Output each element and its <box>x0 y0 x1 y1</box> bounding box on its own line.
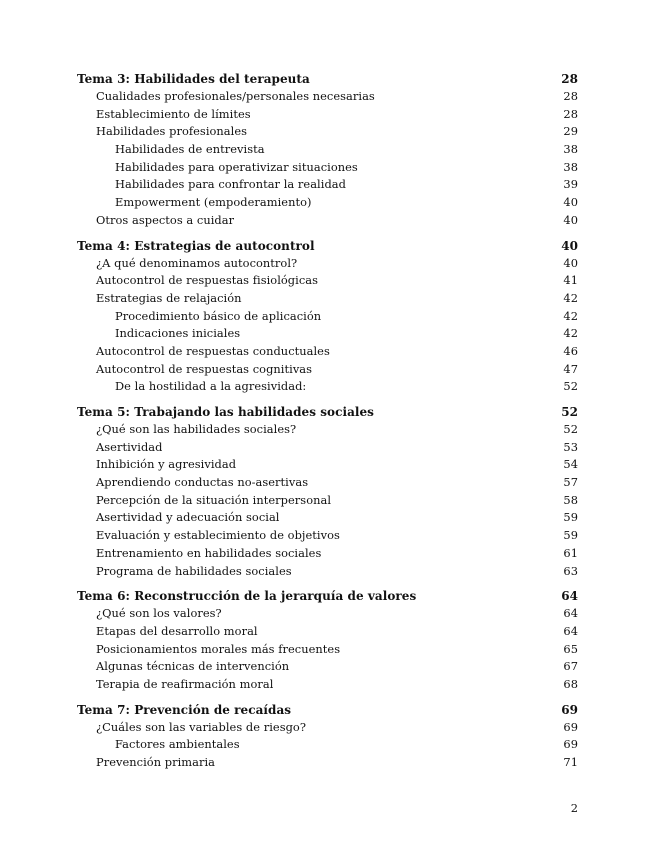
toc-section[interactable] <box>77 106 578 124</box>
toc-entry-title: Programa de habilidades sociales <box>96 563 292 578</box>
toc-entry-title: Inhibición y agresividad <box>96 457 237 472</box>
toc-section[interactable] <box>77 563 578 581</box>
toc-entry-title: Tema 3: Habilidades del terapeuta <box>77 72 310 86</box>
toc-entry-page: 42 <box>563 290 578 305</box>
toc-chapter[interactable] <box>77 237 578 255</box>
toc-entry-page: 41 <box>563 273 578 288</box>
toc-section[interactable] <box>77 255 578 273</box>
toc-section[interactable] <box>77 509 578 527</box>
toc-entry-title: ¿A qué denominamos autocontrol? <box>96 255 298 270</box>
toc-section[interactable] <box>77 527 578 545</box>
toc-entry-page: 42 <box>563 308 578 323</box>
toc-entry-title: Autocontrol de respuestas fisiológicas <box>96 273 319 288</box>
toc-entry-page: 40 <box>563 255 578 270</box>
toc-entry-page: 69 <box>561 702 578 717</box>
toc-entry-page: 64 <box>561 589 578 604</box>
toc-entry-title: Cualidades profesionales/personales necesarias <box>96 89 375 103</box>
toc-entry-title: De la hostilidad a la agresividad: <box>115 379 307 394</box>
toc-entry-page: 38 <box>563 159 578 174</box>
toc-subsection[interactable] <box>77 194 578 212</box>
toc-entry-title: Empowerment (empoderamiento) <box>115 195 312 210</box>
toc-entry-title: Habilidades profesionales <box>96 124 248 139</box>
toc-entry-title: Terapia de reafirmación moral <box>96 676 274 691</box>
toc-section[interactable] <box>77 605 578 623</box>
toc-subsection[interactable] <box>77 308 578 326</box>
toc-entry-page: 39 <box>563 177 578 192</box>
toc-entry-page: 47 <box>563 361 578 376</box>
toc-subsection[interactable] <box>77 176 578 194</box>
toc-entry-title: Algunas técnicas de intervención <box>96 659 290 674</box>
toc-entry-page: 64 <box>563 606 578 621</box>
toc-entry-page: 69 <box>563 737 578 752</box>
toc-section[interactable] <box>77 88 578 106</box>
toc-chapter[interactable] <box>77 587 578 605</box>
toc-entry-title: Establecimiento de límites <box>96 106 251 121</box>
toc-section[interactable] <box>77 545 578 563</box>
toc-chapter[interactable] <box>77 701 578 719</box>
toc-entry-title: Otros aspectos a cuidar <box>96 212 235 227</box>
toc-entry-page: 40 <box>563 195 578 210</box>
toc-entry-title: Procedimiento básico de aplicación <box>115 308 322 323</box>
toc-subsection[interactable] <box>77 141 578 159</box>
toc-section[interactable] <box>77 439 578 457</box>
toc-entry-title: Percepción de la situación interpersonal <box>96 492 332 507</box>
toc-entry-title: Tema 7: Prevención de recaídas <box>77 702 292 717</box>
toc-section[interactable] <box>77 456 578 474</box>
toc-entry-page: 52 <box>563 379 578 394</box>
toc-entry-title: ¿Qué son los valores? <box>96 606 222 621</box>
toc-entry-title: Habilidades para operativizar situaciones <box>115 159 358 174</box>
toc-section[interactable] <box>77 361 578 379</box>
toc-entry-title: Asertividad <box>96 439 163 454</box>
toc-section[interactable] <box>77 421 578 439</box>
toc-entry-page: 46 <box>563 343 578 358</box>
toc-entry-title: Evaluación y establecimiento de objetivos <box>96 528 340 543</box>
toc-entry-title: Estrategias de relajación <box>96 290 242 305</box>
toc-section[interactable] <box>77 290 578 308</box>
toc-entry-title: Factores ambientales <box>115 737 240 752</box>
toc-entry-page: 52 <box>561 405 578 419</box>
toc-entry-page: 28 <box>563 89 578 103</box>
table-of-contents <box>77 70 578 772</box>
toc-chapter[interactable] <box>77 403 578 421</box>
toc-chapter[interactable] <box>77 70 578 88</box>
toc-entry-title: Autocontrol de respuestas cognitivas <box>96 361 313 376</box>
toc-entry-title: Etapas del desarrollo moral <box>96 623 258 638</box>
toc-section[interactable] <box>77 123 578 141</box>
toc-section[interactable] <box>77 719 578 737</box>
toc-subsection[interactable] <box>77 325 578 343</box>
toc-section[interactable] <box>77 658 578 676</box>
toc-section[interactable] <box>77 623 578 641</box>
toc-entry-title: Asertividad y adecuación social <box>96 510 280 525</box>
toc-entry-title: Indicaciones iniciales <box>115 326 241 341</box>
toc-entry-page: 28 <box>563 106 578 121</box>
toc-subsection[interactable] <box>77 378 578 396</box>
toc-entry-title: Tema 4: Estrategias de autocontrol <box>77 238 315 253</box>
toc-entry-page: 67 <box>563 659 578 674</box>
toc-section[interactable] <box>77 474 578 492</box>
toc-entry-page: 57 <box>563 475 578 490</box>
toc-entry-page: 68 <box>563 676 578 691</box>
toc-entry-page: 58 <box>563 492 578 507</box>
toc-section[interactable] <box>77 492 578 510</box>
toc-entry-page: 29 <box>563 124 578 139</box>
toc-section[interactable] <box>77 343 578 361</box>
toc-entry-page: 59 <box>563 510 578 525</box>
toc-entry-page: 40 <box>563 212 578 227</box>
toc-entry-title: Posicionamientos morales más frecuentes <box>96 641 341 656</box>
toc-section[interactable] <box>77 212 578 230</box>
toc-entry-title: Entrenamiento en habilidades sociales <box>96 545 322 560</box>
page-number: 2 <box>570 801 578 815</box>
toc-section[interactable] <box>77 676 578 694</box>
toc-entry-title: ¿Qué son las habilidades sociales? <box>96 422 297 436</box>
toc-entry-title: Tema 5: Trabajando las habilidades sociales <box>77 405 374 419</box>
toc-entry-page: 40 <box>561 238 578 253</box>
toc-entry-page: 64 <box>563 623 578 638</box>
toc-section[interactable] <box>77 754 578 772</box>
toc-entry-title: Tema 6: Reconstrucción de la jerarquía de valores <box>77 589 417 604</box>
toc-entry-page: 28 <box>561 72 578 86</box>
toc-subsection[interactable] <box>77 736 578 754</box>
toc-section[interactable] <box>77 641 578 659</box>
toc-entry-title: Habilidades para confrontar la realidad <box>115 177 346 192</box>
toc-entry-page: 71 <box>563 755 578 769</box>
toc-entry-page: 59 <box>563 528 578 543</box>
toc-entry-title: ¿Cuáles son las variables de riesgo? <box>96 719 306 734</box>
toc-entry-page: 65 <box>563 641 578 656</box>
toc-entry-page: 61 <box>563 545 578 560</box>
toc-section[interactable] <box>77 272 578 290</box>
toc-entry-page: 69 <box>563 719 578 734</box>
toc-subsection[interactable] <box>77 159 578 177</box>
toc-entry-page: 54 <box>563 457 578 472</box>
toc-entry-page: 53 <box>563 439 578 454</box>
toc-entry-title: Autocontrol de respuestas conductuales <box>96 343 330 358</box>
toc-entry-page: 63 <box>563 563 578 578</box>
toc-entry-title: Aprendiendo conductas no-asertivas <box>96 475 309 490</box>
toc-entry-title: Prevención primaria <box>96 755 215 769</box>
toc-entry-page: 52 <box>563 422 578 436</box>
toc-entry-page: 42 <box>563 326 578 341</box>
toc-entry-page: 38 <box>563 142 578 157</box>
toc-entry-title: Habilidades de entrevista <box>115 142 265 157</box>
